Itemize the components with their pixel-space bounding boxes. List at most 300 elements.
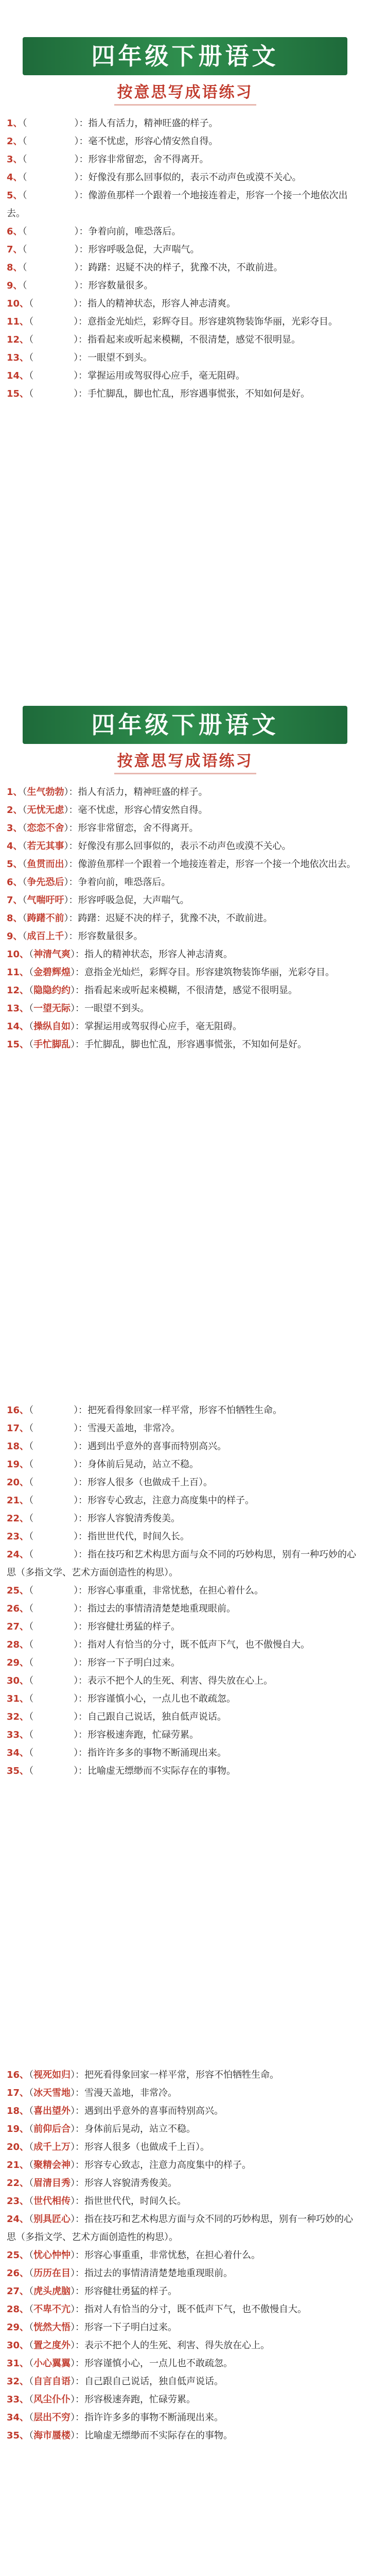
list-item [7, 873, 362, 891]
blank-open-paren: （ [29, 1730, 34, 1740]
blank-close-paren: ）： [71, 2340, 85, 2351]
answer-blank: 恋恋不舍 [27, 823, 64, 834]
item-number: 18、 [7, 1441, 29, 1452]
blank-open-paren: （ [22, 244, 27, 255]
answer-blank: 冰天雪地 [33, 2088, 71, 2098]
blank-close-paren: ）： [74, 370, 88, 381]
blank-open-paren: （ [29, 1423, 34, 1434]
blank-open-paren: （ [22, 913, 27, 924]
blank-close-paren: ）： [71, 2070, 85, 2080]
blank-close-paren: ）： [71, 1039, 85, 1050]
blank-open-paren: （ [29, 1639, 34, 1650]
item-definition: 形容人很多（也做成千上百）。 [87, 1477, 213, 1488]
blank-close-paren: ）： [74, 1748, 88, 1758]
list-item [7, 241, 362, 259]
item-definition: 形容心事重重，非常忧愁，在担心着什么。 [84, 2250, 261, 2261]
blank-open-paren: （ [29, 949, 34, 960]
item-list [7, 1401, 362, 1780]
answer-blank: 历历在目 [33, 2268, 71, 2279]
item-definition: 形容一下子明白过来。 [84, 2322, 178, 2333]
blank-close-paren: ）： [64, 805, 78, 816]
list-item [7, 2102, 362, 2120]
item-number: 31、 [7, 1693, 29, 1704]
list-item [7, 150, 362, 168]
answer-blank: 不卑不亢 [33, 2304, 71, 2315]
list-item [7, 2192, 362, 2210]
section-subtitle: 按意思写成语练习 [114, 750, 256, 774]
item-number: 34、 [7, 1748, 29, 1758]
item-definition: 形容健壮勇猛的样子。 [87, 1621, 181, 1632]
item-definition: 自己跟自己说话，独自低声说话。 [84, 2376, 224, 2387]
list-item [7, 1708, 362, 1726]
blank-close-paren: ）： [71, 967, 85, 978]
item-definition: 手忙脚乱，脚也忙乱，形容遇事慌张，不知如何是好。 [87, 388, 310, 399]
list-item [7, 909, 362, 927]
list-item [7, 837, 362, 855]
blank-close-paren: ）： [74, 1441, 88, 1452]
list-item [7, 223, 362, 241]
item-definition: 身体前后晃动，站立不稳。 [84, 2124, 196, 2134]
blank-open-paren: （ [29, 2178, 34, 2189]
list-item [7, 1036, 362, 1054]
blank-close-paren: ）： [74, 136, 89, 147]
list-item [7, 2174, 362, 2192]
blank-close-paren: ）： [74, 118, 89, 129]
section-subtitle: 按意思写成语练习 [114, 81, 256, 106]
item-definition: 指过去的事情清清楚楚地重现眼前。 [84, 2268, 233, 2279]
list-item [7, 295, 362, 313]
blank-close-paren: ）： [74, 1639, 88, 1650]
item-number: 9、 [7, 931, 23, 942]
blank-close-paren: ）： [74, 262, 89, 273]
blank-close-paren: ）： [71, 2322, 85, 2333]
blank-open-paren: （ [29, 2250, 34, 2261]
list-item [7, 2391, 362, 2409]
item-number: 25、 [7, 2250, 29, 2261]
item-number: 17、 [7, 2088, 29, 2098]
item-definition: 形容非常留恋，舍不得离开。 [78, 823, 199, 834]
item-number: 1、 [7, 787, 23, 798]
item-definition: 形容呼吸急促，大声喘气。 [78, 895, 189, 906]
blank-close-paren: ）： [64, 877, 78, 888]
list-item [7, 1762, 362, 1780]
list-item [7, 2120, 362, 2138]
blank-open-paren: （ [29, 2214, 34, 2225]
item-definition: 意指金光灿烂，彩辉夺目。形容建筑物装饰华丽，光彩夺目。 [87, 316, 338, 327]
blank-open-paren: （ [29, 2430, 34, 2441]
item-definition: 像游鱼那样一个跟着一个地接连着走，形容一个接一个地依次出去。 [78, 859, 356, 870]
blank-open-paren: （ [22, 280, 27, 291]
answer-blank: 前仰后合 [33, 2124, 71, 2134]
blank-open-paren: （ [29, 1477, 34, 1488]
answer-blank: 聚精会神 [33, 2160, 71, 2171]
blank-close-paren: ）： [71, 2106, 85, 2116]
list-item [7, 1654, 362, 1672]
blank-close-paren: ）： [74, 1657, 88, 1668]
blank-open-paren: （ [29, 1585, 34, 1596]
blank-close-paren: ）： [71, 2430, 85, 2441]
item-number: 27、 [7, 1621, 29, 1632]
item-definition: 指人的精神状态，形容人神志清爽。 [87, 298, 236, 309]
item-number: 19、 [7, 2124, 29, 2134]
item-definition: 雪漫天盖地，非常冷。 [84, 2088, 178, 2098]
list-item [7, 1419, 362, 1437]
item-list [7, 783, 362, 1054]
item-definition: 手忙脚乱，脚也忙乱，形容遇事慌张，不知如何是好。 [84, 1039, 307, 1050]
item-number: 12、 [7, 985, 29, 996]
item-number: 7、 [7, 895, 23, 906]
blank-close-paren: ）： [74, 1477, 88, 1488]
worksheet-section-answers-1-15 [0, 706, 370, 1303]
blank-close-paren: ）： [71, 985, 85, 996]
blank-open-paren: （ [29, 1039, 34, 1050]
list-item [7, 1528, 362, 1546]
list-item [7, 2336, 362, 2354]
blank-close-paren: ）： [71, 2376, 85, 2387]
item-definition: 指对人有恰当的分寸，既不低声下气，也不傲慢自大。 [87, 1639, 310, 1650]
blank-close-paren: ）： [71, 2088, 85, 2098]
blank-open-paren: （ [29, 2358, 34, 2369]
blank-open-paren: （ [22, 154, 27, 165]
answer-blank: 踌躇不前 [27, 913, 64, 924]
blank-open-paren: （ [29, 1675, 34, 1686]
item-definition: 踌躇：迟疑不决的样子，犹豫不决，不敢前进。 [78, 913, 273, 924]
list-item [7, 114, 362, 132]
blank-close-paren: ）： [71, 1021, 85, 1032]
item-number: 20、 [7, 1477, 29, 1488]
item-definition: 指在技巧和艺术构思方面与众不同的巧妙构思，别有一种巧妙的心思（多指文学、艺术方面创造性的构思）。 [7, 1549, 357, 1578]
item-definition: 形容专心致志，注意力高度集中的样子。 [87, 1495, 255, 1506]
item-number: 32、 [7, 2376, 29, 2387]
blank-open-paren: （ [29, 2142, 34, 2153]
answer-blank: 若无其事 [27, 841, 64, 852]
list-item [7, 2138, 362, 2156]
answer-blank: 风尘仆仆 [33, 2394, 71, 2405]
blank-open-paren: （ [22, 895, 27, 906]
list-item [7, 801, 362, 819]
item-number: 35、 [7, 2430, 29, 2441]
list-item [7, 891, 362, 909]
answer-blank: 成千上万 [33, 2142, 71, 2153]
blank-open-paren: （ [29, 1513, 34, 1524]
item-number: 21、 [7, 1495, 29, 1506]
blank-close-paren: ）： [74, 190, 89, 201]
list-item [7, 1744, 362, 1762]
item-number: 29、 [7, 2322, 29, 2333]
item-definition: 像游鱼那样一个跟着一个地接连着走，形容一个接一个地依次出去。 [7, 190, 348, 219]
answer-blank: 海市蜃楼 [33, 2430, 71, 2441]
answer-blank: 小心翼翼 [33, 2358, 71, 2369]
item-number: 24、 [7, 2214, 29, 2225]
blank-close-paren: ）： [74, 1675, 88, 1686]
blank-open-paren: （ [29, 1766, 34, 1776]
item-definition: 表示不把个人的生死、利害、得失放在心上。 [84, 2340, 270, 2351]
blank-close-paren: ）： [64, 823, 78, 834]
blank-open-paren: （ [29, 2304, 34, 2315]
blank-close-paren: ）： [74, 388, 88, 399]
answer-blank: 视死如归 [33, 2070, 71, 2080]
item-definition: 一眼望不到头。 [87, 352, 153, 363]
blank-open-paren: （ [29, 1549, 34, 1560]
item-number: 23、 [7, 1531, 29, 1542]
item-definition: 形容数量很多。 [78, 931, 143, 942]
blank-close-paren: ）： [74, 1495, 88, 1506]
item-definition: 形容心事重重，非常忧愁，在担心着什么。 [87, 1585, 264, 1596]
item-definition: 指许许多多的事物不断涌现出来。 [87, 1748, 227, 1758]
blank-open-paren: （ [29, 1021, 34, 1032]
item-definition: 指人有活力，精神旺盛的样子。 [78, 787, 208, 798]
item-list [7, 114, 362, 403]
list-item [7, 349, 362, 367]
item-definition: 形容数量很多。 [88, 280, 153, 291]
item-number: 10、 [7, 949, 29, 960]
answer-blank: 鱼贯而出 [27, 859, 64, 870]
list-item [7, 981, 362, 999]
blank-open-paren: （ [29, 2106, 34, 2116]
blank-open-paren: （ [29, 1621, 34, 1632]
item-definition: 指过去的事情清清楚楚地重现眼前。 [87, 1603, 236, 1614]
blank-open-paren: （ [22, 787, 27, 798]
blank-open-paren: （ [22, 877, 27, 888]
item-definition: 指人的精神状态，形容人神志清爽。 [84, 949, 233, 960]
item-definition: 形容非常留恋，舍不得离开。 [88, 154, 209, 165]
answer-blank: 神清气爽 [33, 949, 71, 960]
item-definition: 指世世代代，时间久长。 [84, 2196, 187, 2207]
list-item [7, 2318, 362, 2336]
list-item [7, 259, 362, 277]
blank-close-paren: ）： [71, 2124, 85, 2134]
item-number: 22、 [7, 1513, 29, 1524]
blank-open-paren: （ [29, 1711, 34, 1722]
blank-open-paren: （ [29, 352, 34, 363]
answer-blank: 世代相传 [33, 2196, 71, 2207]
item-number: 26、 [7, 1603, 29, 1614]
answer-blank: 成百上千 [27, 931, 64, 942]
item-definition: 形容谨慎小心，一点儿也不敢疏忽。 [84, 2358, 233, 2369]
item-definition: 好像没有那么回事似的，表示不动声色或漠不关心。 [78, 841, 291, 852]
blank-open-paren: （ [29, 967, 34, 978]
item-number: 1、 [7, 118, 23, 129]
list-item [7, 1492, 362, 1510]
item-definition: 比喻虚无缥缈而不实际存在的事物。 [84, 2430, 233, 2441]
blank-close-paren: ）： [71, 2268, 85, 2279]
item-definition: 形容一下子明白过来。 [87, 1657, 181, 1668]
blank-close-paren: ）： [71, 2304, 85, 2315]
item-number: 19、 [7, 1459, 29, 1470]
answer-blank: 争先恐后 [27, 877, 64, 888]
item-number: 18、 [7, 2106, 29, 2116]
item-number: 20、 [7, 2142, 29, 2153]
blank-open-paren: （ [29, 2160, 34, 2171]
item-definition: 遇到出乎意外的喜事而特别高兴。 [87, 1441, 227, 1452]
item-number: 14、 [7, 1021, 29, 1032]
item-number: 3、 [7, 154, 23, 165]
list-item [7, 819, 362, 837]
blank-close-paren: ）： [71, 2394, 85, 2405]
list-item [7, 1401, 362, 1419]
list-item [7, 1600, 362, 1618]
item-definition: 形容呼吸急促，大声喘气。 [88, 244, 200, 255]
blank-close-paren: ）： [74, 1711, 88, 1722]
blank-close-paren: ）： [74, 1423, 88, 1434]
item-definition: 毫不忧虑，形容心情安然自得。 [88, 136, 218, 147]
list-item [7, 927, 362, 945]
answer-blank: 生气勃勃 [27, 787, 64, 798]
item-number: 5、 [7, 190, 23, 201]
blank-close-paren: ）： [74, 226, 89, 237]
blank-close-paren: ）： [71, 2250, 85, 2261]
blank-open-paren: （ [22, 190, 27, 201]
list-item [7, 1473, 362, 1492]
item-number: 11、 [7, 316, 29, 327]
item-definition: 形容人容貌清秀俊美。 [84, 2178, 178, 2189]
item-number: 30、 [7, 2340, 29, 2351]
list-item [7, 2156, 362, 2174]
item-definition: 形容极速奔跑，忙碌劳累。 [84, 2394, 196, 2405]
list-item [7, 385, 362, 403]
item-definition: 比喻虚无缥缈而不实际存在的事物。 [87, 1766, 236, 1776]
item-definition: 争着向前，唯恐落后。 [88, 226, 181, 237]
blank-open-paren: （ [29, 2286, 34, 2297]
blank-close-paren: ）： [71, 949, 85, 960]
item-number: 9、 [7, 280, 23, 291]
blank-open-paren: （ [29, 334, 34, 345]
item-number: 31、 [7, 2358, 29, 2369]
list-item [7, 1726, 362, 1744]
item-definition: 指在技巧和艺术构思方面与众不同的巧妙构思，别有一种巧妙的心思（多指文学、艺术方面创造性的构思）。 [7, 2214, 354, 2243]
list-item [7, 1510, 362, 1528]
item-definition: 毫不忧虑，形容心情安然自得。 [78, 805, 208, 816]
blank-open-paren: （ [29, 2268, 34, 2279]
item-number: 28、 [7, 2304, 29, 2315]
list-item [7, 1618, 362, 1636]
blank-close-paren: ）： [74, 1513, 88, 1524]
item-number: 23、 [7, 2196, 29, 2207]
item-definition: 身体前后晃动，站立不稳。 [87, 1459, 199, 1470]
item-number: 3、 [7, 823, 23, 834]
item-number: 16、 [7, 2070, 29, 2080]
blank-open-paren: （ [29, 388, 34, 399]
answer-blank: 一望无际 [33, 1003, 71, 1014]
blank-open-paren: （ [29, 316, 34, 327]
blank-close-paren: ）： [74, 1585, 88, 1596]
blank-close-paren: ）： [74, 1766, 88, 1776]
item-list [7, 2066, 362, 2445]
item-definition: 形容专心致志，注意力高度集中的样子。 [84, 2160, 252, 2171]
blank-open-paren: （ [29, 2322, 34, 2333]
list-item [7, 963, 362, 981]
list-item [7, 999, 362, 1018]
item-number: 34、 [7, 2412, 29, 2423]
blank-open-paren: （ [29, 2376, 34, 2387]
blank-open-paren: （ [22, 118, 27, 129]
item-definition: 指看起来或听起来模糊，不很清楚，感觉不很明显。 [87, 334, 301, 345]
worksheet-section-answers-16-35 [0, 2066, 370, 2576]
item-number: 6、 [7, 226, 23, 237]
item-definition: 形容健壮勇猛的样子。 [84, 2286, 178, 2297]
item-number: 10、 [7, 298, 29, 309]
blank-close-paren: ）： [71, 2358, 85, 2369]
blank-open-paren: （ [29, 1748, 34, 1758]
blank-close-paren: ）： [71, 2142, 85, 2153]
item-number: 4、 [7, 841, 23, 852]
blank-open-paren: （ [29, 2088, 34, 2098]
blank-open-paren: （ [22, 136, 27, 147]
blank-close-paren: ）： [74, 1693, 88, 1704]
item-number: 25、 [7, 1585, 29, 1596]
item-definition: 好像没有那么回事似的，表示不动声色或漠不关心。 [88, 172, 302, 183]
list-item [7, 2246, 362, 2264]
answer-blank: 无忧无虑 [27, 805, 64, 816]
item-definition: 指看起来或听起来模糊，不很清楚，感觉不很明显。 [84, 985, 298, 996]
blank-open-paren: （ [29, 2124, 34, 2134]
item-number: 28、 [7, 1639, 29, 1650]
list-item [7, 367, 362, 385]
blank-close-paren: ）： [74, 154, 89, 165]
list-item [7, 1582, 362, 1600]
list-item [7, 1636, 362, 1654]
item-number: 15、 [7, 1039, 29, 1050]
blank-open-paren: （ [29, 370, 34, 381]
item-number: 22、 [7, 2178, 29, 2189]
item-number: 32、 [7, 1711, 29, 1722]
blank-close-paren: ）： [74, 1549, 88, 1560]
item-number: 12、 [7, 334, 29, 345]
answer-blank: 金碧辉煌 [33, 967, 71, 978]
item-number: 5、 [7, 859, 23, 870]
blank-close-paren: ）： [71, 2160, 85, 2171]
list-item [7, 2210, 362, 2246]
item-number: 27、 [7, 2286, 29, 2297]
page-title: 四年级下册语文 [91, 711, 279, 739]
answer-blank: 操纵自如 [33, 1021, 71, 1032]
item-number: 2、 [7, 136, 23, 147]
blank-close-paren: ）： [74, 172, 89, 183]
item-definition: 踌躇：迟疑不决的样子，犹豫不决，不敢前进。 [88, 262, 283, 273]
list-item [7, 313, 362, 331]
item-number: 16、 [7, 1405, 29, 1416]
item-definition: 雪漫天盖地，非常冷。 [87, 1423, 181, 1434]
blank-close-paren: ）： [74, 316, 88, 327]
blank-close-paren: ）： [71, 2286, 85, 2297]
answer-blank: 手忙脚乱 [33, 1039, 71, 1050]
list-item [7, 1437, 362, 1455]
item-definition: 形容极速奔跑，忙碌劳累。 [87, 1730, 199, 1740]
answer-blank: 气喘吁吁 [27, 895, 64, 906]
blank-open-paren: （ [29, 1003, 34, 1014]
blank-open-paren: （ [29, 1405, 34, 1416]
list-item [7, 2264, 362, 2282]
item-number: 26、 [7, 2268, 29, 2279]
item-number: 15、 [7, 388, 29, 399]
item-number: 30、 [7, 1675, 29, 1686]
blank-open-paren: （ [29, 1441, 34, 1452]
list-item [7, 277, 362, 295]
item-number: 13、 [7, 352, 29, 363]
list-item [7, 1455, 362, 1473]
blank-close-paren: ）： [64, 841, 78, 852]
list-item [7, 1690, 362, 1708]
blank-open-paren: （ [22, 172, 27, 183]
blank-open-paren: （ [29, 1693, 34, 1704]
item-definition: 掌握运用或驾驭得心应手，毫无阻碍。 [87, 370, 245, 381]
list-item [7, 2427, 362, 2445]
list-item [7, 2409, 362, 2427]
blank-close-paren: ）： [64, 931, 78, 942]
item-definition: 一眼望不到头。 [84, 1003, 150, 1014]
blank-close-paren: ）： [74, 1621, 88, 1632]
blank-open-paren: （ [29, 1603, 34, 1614]
